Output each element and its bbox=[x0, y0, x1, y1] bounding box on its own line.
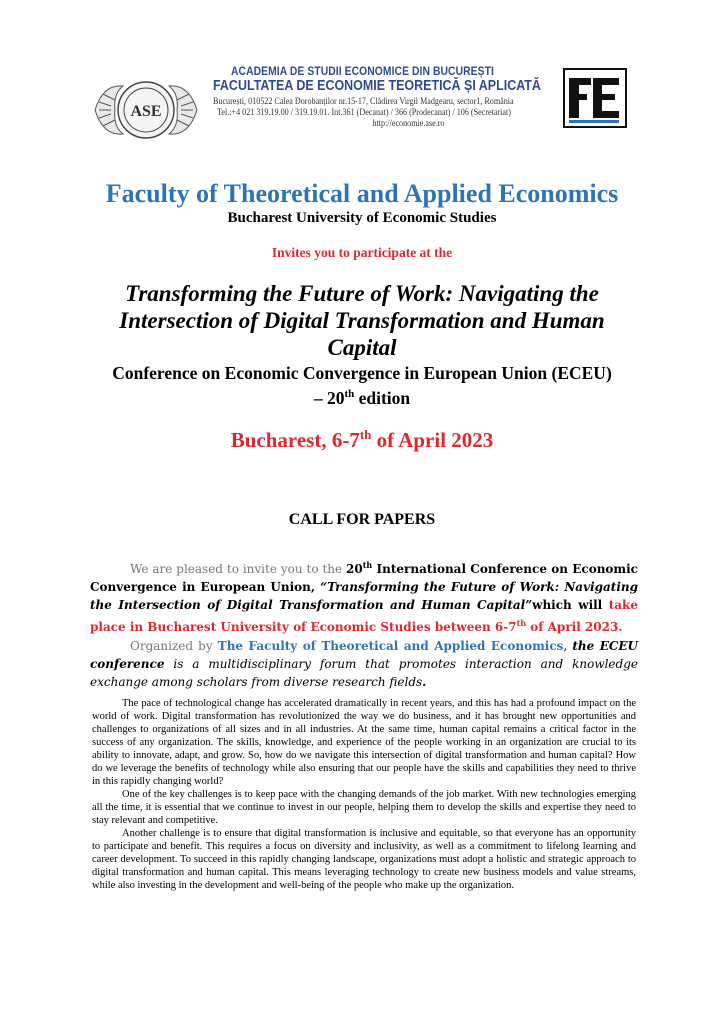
letterhead-text bbox=[213, 64, 541, 129]
website[interactable]: http://economie.ase.ro bbox=[372, 118, 445, 128]
phone: Tel.:+4 021 319.19.00 / 319.19.01. Int.361 (Decanat) / 366 (Prodecanat) / 106 (Secretariat) bbox=[217, 107, 511, 117]
org-period: . bbox=[422, 675, 427, 689]
call-for-papers-heading: CALL FOR PAPERS bbox=[288, 511, 436, 528]
date-suffix: th bbox=[359, 427, 372, 442]
org-comma: , bbox=[563, 639, 573, 653]
intro-edition: 20 bbox=[346, 562, 363, 576]
body-paragraph-2: One of the key challenges is to keep pace with the changing demands of the job market. With new technologies emerging all the time, it is essential that we continue to invest in our people, helping them to develop the skills and expertise they need to stay relevant and competitive. bbox=[92, 789, 636, 826]
org-part-1: Organized by bbox=[130, 639, 218, 653]
organized-paragraph bbox=[90, 637, 638, 691]
letterhead bbox=[93, 64, 638, 156]
faculty-title: Faculty of Theoretical and Applied Economics bbox=[105, 179, 619, 208]
conference-subtitle-text: Conference on Economic Convergence in European Union (ECEU) – 20 bbox=[112, 363, 612, 408]
org-faculty: The Faculty of Theoretical and Applied Economics bbox=[217, 639, 564, 653]
university-seal-icon bbox=[93, 72, 199, 148]
body-paragraph-1: The pace of technological change has accelerated dramatically in recent years, and this has had a profound impact on the world of work. Digital transformation has revolutionized the way we do business, and it has brought new opportunities and challenges to organizations of all sizes and in all industries. At the same time, human capital remains a critical factor in the success of any organization. The skills, knowledge, and experience of the people working in an organization are crucial to its ability to innovate, adapt, and grow. So, how do we navigate this intersection of digital transformation and human capital? How do we leverage the benefits of technology while also ensuring that our people have the skills and capabilities they need to thrive in this rapidly changing world? bbox=[92, 698, 636, 787]
faculty-name: FACULTATEA DE ECONOMIE TEORETICĂ ȘI APLICATĂ bbox=[213, 78, 541, 94]
conference-subtitle bbox=[110, 363, 614, 409]
edition-word: edition bbox=[354, 387, 411, 408]
conference-title: Transforming the Future of Work: Navigating the Intersection of Digital Transformation and Human Capital bbox=[119, 281, 605, 360]
seal-lettering: ASE bbox=[130, 103, 162, 120]
intro-location-end: of April 2023. bbox=[526, 620, 623, 634]
address: București, 010522 Calea Dorobanților nr.15-17, Clădirea Virgil Madgearu, sector1, România bbox=[213, 96, 514, 106]
conference-date bbox=[0, 427, 724, 453]
body-paragraph-3: Another challenge is to ensure that digital transformation is inclusive and equitable, so that everyone has an opportunity to participate and benefit. This requires a focus on diversity and inclusivity, as well as a commitment to lifelong learning and career development. To succeed in this rapidly changing landscape, organizations must adopt a holistic and strategic approach to digital transformation and human capital. This means leveraging technology to create new business models and value streams, while also investing in the development and well-being of the people who make up the organization. bbox=[92, 828, 636, 891]
date-text: Bucharest, 6-7 bbox=[230, 428, 360, 452]
intro-paragraph bbox=[90, 556, 638, 636]
intro-location: take place in Bucharest University of Economic Studies between 6-7 bbox=[90, 598, 638, 634]
faculty-logo-icon bbox=[563, 68, 635, 139]
intro-which: which will bbox=[532, 598, 609, 612]
intro-title: “Transforming the Future of Work: Navigating the Intersection of Digital Transformation and Human Capital” bbox=[90, 580, 638, 612]
logo-lettering: FE bbox=[633, 138, 635, 139]
intro-part-1: We are pleased to invite you to the bbox=[130, 562, 347, 576]
university-name: ACADEMIA DE STUDII ECONOMICE DIN BUCUREȘTI bbox=[231, 64, 494, 78]
university-subtitle: Bucharest University of Economic Studies bbox=[227, 210, 497, 226]
edition-suffix: th bbox=[344, 388, 355, 400]
org-conference: the ECEU conference bbox=[90, 639, 639, 671]
date-end: of April 2023 bbox=[371, 428, 494, 452]
org-description: is a multidisciplinary forum that promotes interaction and knowledge exchange among scholars from diverse research fields bbox=[90, 657, 638, 689]
intro-conference: International Conference on Economic Convergence in European Union, bbox=[90, 562, 638, 594]
intro-edition-sup: th bbox=[362, 560, 373, 570]
body-text bbox=[92, 697, 636, 892]
intro-location-sup: th bbox=[516, 618, 527, 628]
invite-line: Invites you to participate at the bbox=[271, 245, 453, 260]
